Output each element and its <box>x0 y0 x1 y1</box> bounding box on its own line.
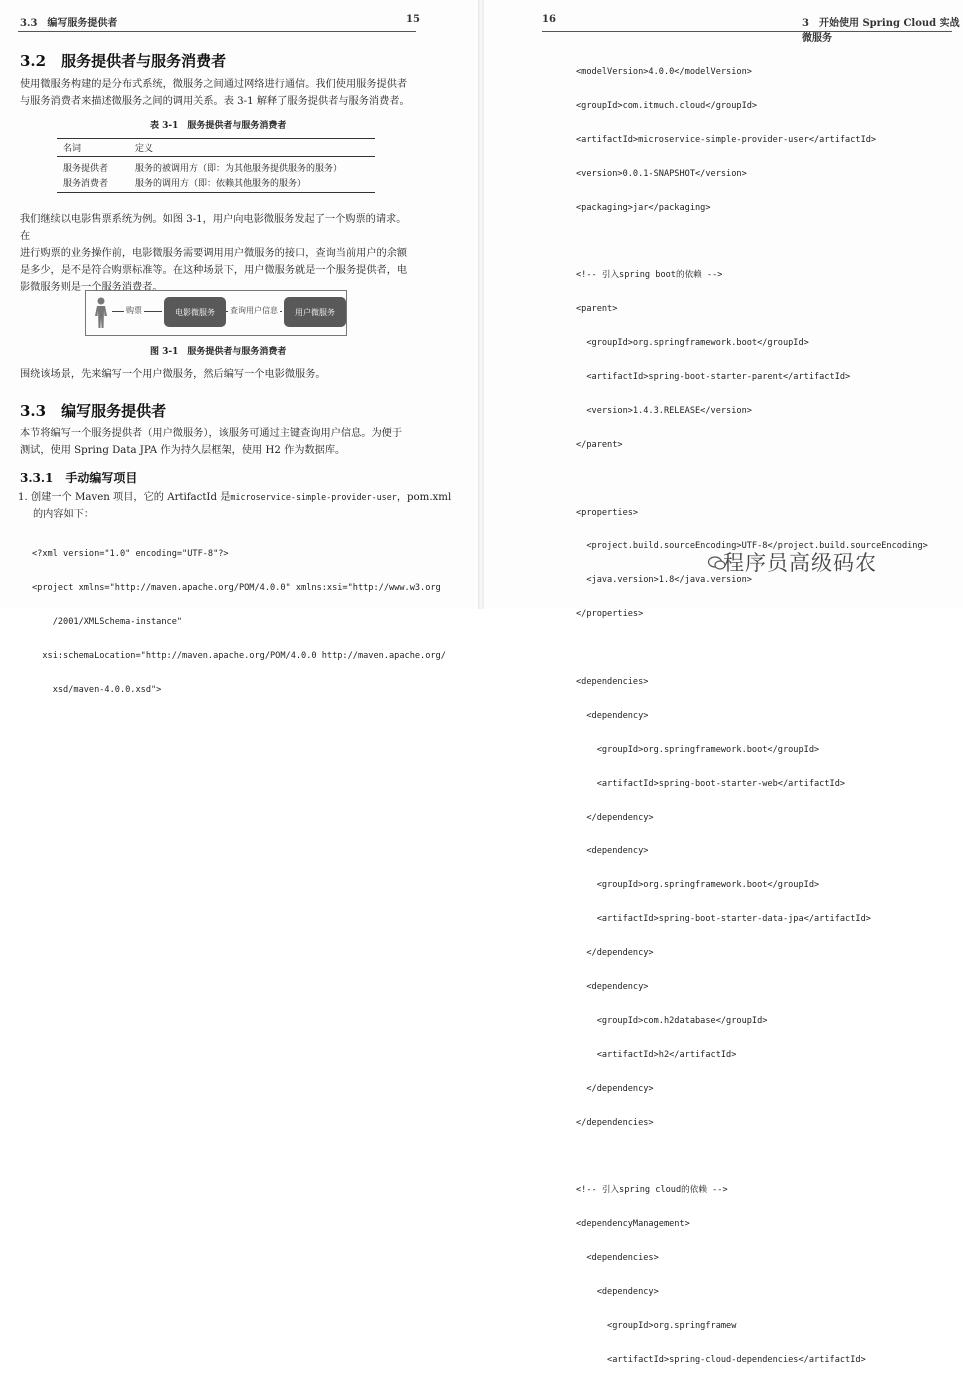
section-3-2-intro <box>20 76 412 110</box>
code-line: <artifactId>spring-boot-starter-web</artifactId> <box>576 778 846 789</box>
text-line: 我们继续以电影售票系统为例。如图 3-1，用户向电影微服务发起了一个购票的请求。在 <box>20 214 407 242</box>
code-line: <dependency> <box>576 710 649 721</box>
running-header-section: 3.3 编写服务提供者 <box>20 18 118 29</box>
code-line: <dependency> <box>576 1287 659 1298</box>
code-line: <dependencies> <box>576 1253 659 1264</box>
section-3-2-title: 3.2 服务提供者与服务消费者 <box>20 52 227 70</box>
section-3-3-title: 3.3 编写服务提供者 <box>20 402 167 420</box>
text-line: 进行购票的业务操作前，电影微服务需要调用用户微服务的接口，查询当前用户的余额 <box>20 248 408 259</box>
section-3-3-paragraph <box>20 425 412 459</box>
code-line: <version>0.0.1-SNAPSHOT</version> <box>576 168 747 179</box>
table-row <box>57 157 375 176</box>
code-block-left <box>32 527 446 717</box>
watermark-text: 程序员高级码农 <box>723 551 877 575</box>
table-row <box>57 175 375 193</box>
code-line: <groupId>org.springframework.boot</groupId> <box>576 880 820 891</box>
figure-caption: 图 3-1 服务提供者与服务消费者 <box>150 347 287 357</box>
code-line <box>576 642 928 656</box>
header-rule <box>18 31 416 32</box>
code-line: <artifactId>spring-boot-starter-parent</artifactId> <box>576 372 851 383</box>
text-line <box>18 489 452 506</box>
code-line: <dependencyManagement> <box>576 1219 690 1230</box>
code-line: <parent> <box>576 304 618 315</box>
text-line: 本节将编写一个服务提供者（用户微服务），该服务可通过主键查询用户信息。为便于 <box>20 428 403 439</box>
header-rule <box>542 31 952 32</box>
code-line: </properties> <box>576 609 644 620</box>
figure-3-1 <box>85 290 347 336</box>
text-line: 影微服务则是一个服务消费者。 <box>20 282 163 293</box>
code-line: <groupId>com.itmuch.cloud</groupId> <box>576 100 758 111</box>
code-line: <modelVersion>4.0.0</modelVersion> <box>576 67 752 77</box>
table-header-cell: 定义 <box>129 139 375 157</box>
artifact-id: microservice-simple-provider-user <box>230 492 397 502</box>
code-line: <dependencies> <box>576 677 649 688</box>
code-line: <!-- 引入spring boot的依赖 --> <box>576 270 723 281</box>
table-cell: 服务的调用方（即：依赖其他服务的服务） <box>129 175 375 193</box>
step-1-prefix: 1. 创建一个 Maven 项目，它的 ArtifactId 是 <box>18 492 231 503</box>
code-line: <project xmlns="http://maven.apache.org/POM/4.0.0" xmlns:xsi="http://www.w3.org <box>32 583 441 593</box>
text-line: 的内容如下： <box>33 509 95 520</box>
text-line: 是多少，是不是符合购票标准等。在这种场景下，用户微服务就是一个服务提供者，电 <box>20 265 408 276</box>
person-icon <box>94 297 108 329</box>
running-header-chapter: 3 开始使用 Spring Cloud 实战微服务 <box>802 18 960 44</box>
code-line: /2001/XMLSchema-instance" <box>32 617 183 627</box>
right-page <box>484 0 963 1365</box>
page-number-right: 16 <box>542 14 556 25</box>
code-line: <groupId>org.springframew <box>576 1320 737 1331</box>
code-line: <groupId>com.h2database</groupId> <box>576 1015 768 1026</box>
text-line: 围绕该场景，先来编写一个用户微服务，然后编写一个电影微服务。 <box>20 369 326 380</box>
code-line: </dependency> <box>576 948 654 959</box>
code-line <box>576 235 928 249</box>
table-header-cell: 名词 <box>57 139 129 157</box>
table-cell: 服务消费者 <box>57 175 129 193</box>
code-line: <dependency> <box>576 846 649 857</box>
code-line: </parent> <box>576 439 623 450</box>
code-line: <dependency> <box>576 982 649 993</box>
code-line: <groupId>org.springframework.boot</groupId> <box>576 744 820 755</box>
table-header-row <box>57 139 375 157</box>
table-cell: 服务的被调用方（即：为其他服务提供服务的服务） <box>135 164 343 174</box>
code-line: <artifactId>h2</artifactId> <box>576 1049 737 1060</box>
example-paragraph <box>20 211 412 296</box>
text-line: 使用微服务构建的是分布式系统，微服务之间通过网络进行通信。我们使用服务提供者 <box>20 79 408 90</box>
code-line: <properties> <box>576 507 639 518</box>
code-line: <!-- 引入spring cloud的依赖 --> <box>576 1185 728 1196</box>
around-paragraph <box>20 366 412 383</box>
movie-service-box: 电影微服务 <box>164 297 226 327</box>
user-service-box: 用户微服务 <box>284 297 346 327</box>
code-line: <java.version>1.8</java.version> <box>576 575 752 586</box>
left-page <box>0 0 478 695</box>
code-line: </dependency> <box>576 1083 654 1094</box>
code-line: <artifactId>microservice-simple-provider-user</artifactId> <box>576 134 877 145</box>
section-3-3-1-title: 3.3.1 手动编写项目 <box>20 471 138 485</box>
code-line: xsd/maven-4.0.0.xsd"> <box>32 685 162 695</box>
code-line: <artifactId>spring-boot-starter-data-jpa</artifactId> <box>576 914 871 925</box>
text-line: 与服务消费者来描述微服务之间的调用关系。表 3-1 解释了服务提供者与服务消费者。 <box>20 96 410 107</box>
step-1-suffix: ，pom.xml <box>396 492 452 503</box>
code-line: xsi:schemaLocation="http://maven.apache.org/POM/4.0.0 http://maven.apache.org/ <box>32 651 446 661</box>
code-line: <?xml version="1.0" encoding="UTF-8"?> <box>32 549 229 559</box>
code-line: </dependency> <box>576 812 654 823</box>
code-line: <groupId>org.springframework.boot</groupId> <box>576 338 809 349</box>
code-block-right <box>576 46 928 1388</box>
arrow-label-purchase: 购票 <box>126 306 142 315</box>
text-line: 测试，使用 Spring Data JPA 作为持久层框架，使用 H2 作为数据库。 <box>20 445 346 456</box>
code-line: <packaging>jar</packaging> <box>576 202 711 213</box>
code-line <box>576 473 928 487</box>
table-cell: 服务提供者 <box>63 164 109 174</box>
page-number-left: 15 <box>406 14 420 25</box>
arrow-label-query-user: 查询用户信息 <box>230 306 278 315</box>
code-line: </dependencies> <box>576 1117 654 1128</box>
code-line <box>576 1151 928 1165</box>
table-caption: 表 3-1 服务提供者与服务消费者 <box>150 121 287 131</box>
definition-table <box>57 138 375 193</box>
code-line: <project.build.sourceEncoding>UTF-8</project.build.sourceEncoding> <box>576 541 928 552</box>
code-line: <artifactId>spring-cloud-dependencies</artifactId> <box>576 1354 866 1365</box>
step-1-paragraph <box>18 489 452 523</box>
code-line: <version>1.4.3.RELEASE</version> <box>576 405 752 416</box>
